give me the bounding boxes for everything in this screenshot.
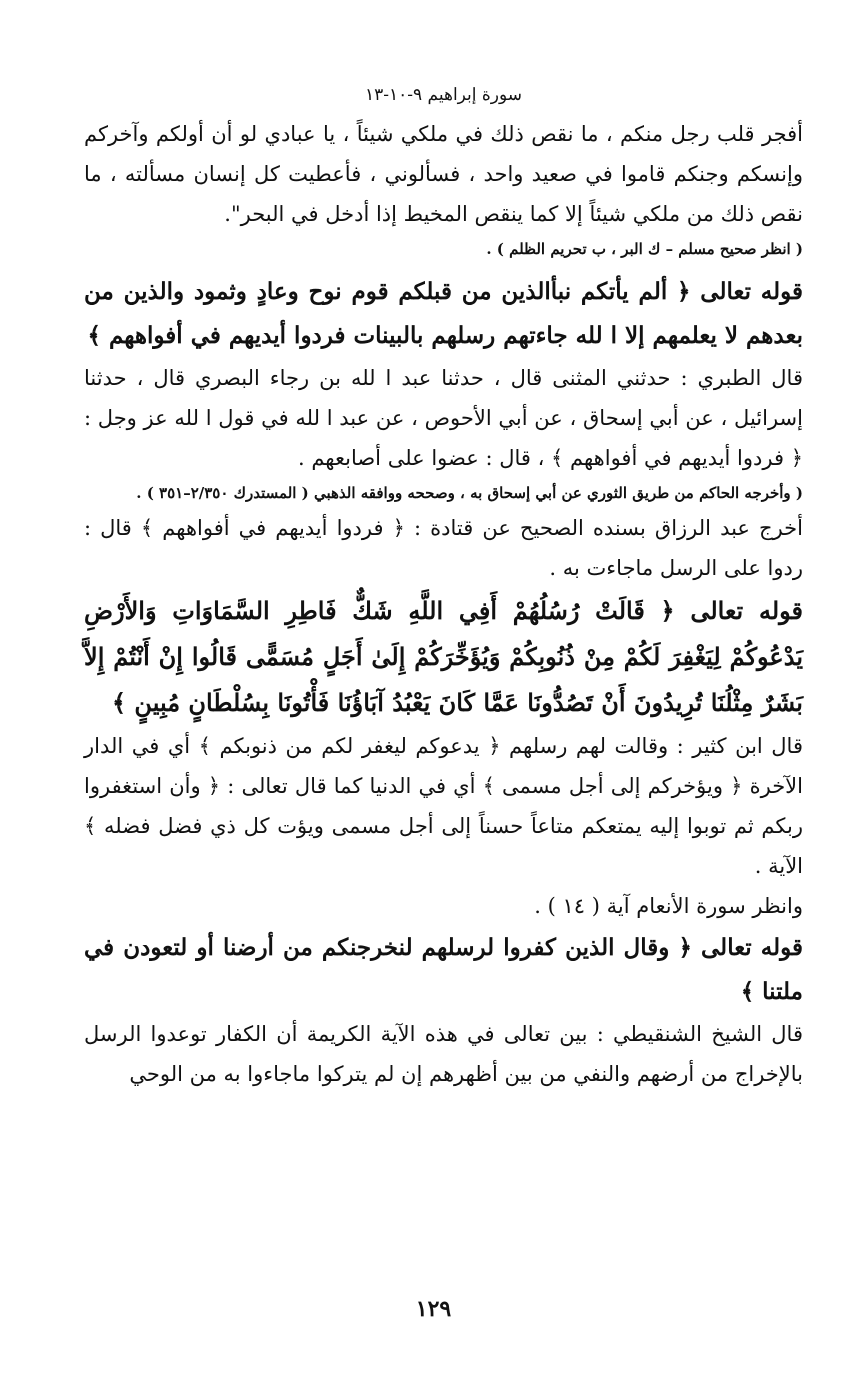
hadith-continuation: أفجر قلب رجل منكم ، ما نقص ذلك في ملكي شيئاً ، يا عبادي لو أن أولكم وآخركم وإنسكم وجنكم قاموا في صعيد واحد ، فسألوني ، فأعطيت كل إنسان مسألته ، ما نقص ذلك من ملكي شيئاً إلا كما ينقص المخيط إذا أدخل في البحر". — [84, 122, 803, 226]
verse-heading-13: قوله تعالى ﴿ وقال الذين كفروا لرسلهم لنخرجنكم من أرضنا أو لتعودن في ملتنا ﴾ — [84, 934, 803, 1005]
running-header: سورة إبراهيم ٩-١٠-١٣ — [364, 85, 523, 105]
shinqiti-commentary: قال الشيخ الشنقيطي : بين تعالى في هذه الآية الكريمة أن الكفار توعدوا الرسل بالإخراج من أرضهم والنفي من بين أظهرهم إن لم يتركوا ماجاءوا به من الوحي — [84, 1022, 803, 1086]
see-also-anam: وانظر سورة الأنعام آية ( ١٤ ) . — [534, 894, 803, 918]
page-number: ١٢٩ — [415, 1296, 452, 1322]
ibn-kathir-commentary: قال ابن كثير : وقالت لهم رسلهم ﴿ يدعوكم ليغفر لكم من ذنوبكم ﴾ أي في الدار الآخرة ﴿ ويؤخركم إلى أجل مسمى ﴾ أي في الدنيا كما قال تعالى : ﴿ وأن استغفروا ربكم ثم توبوا إليه يمتعكم متاعاً حسناً إلى أجل مسمى ويؤت كل ذي فضل فضله ﴾ الآية . — [84, 734, 803, 878]
tabari-commentary: قال الطبري : حدثني المثنى قال ، حدثنا عبد ا لله بن رجاء البصري قال ، حدثنا إسرائيل ، عن أبي إسحاق ، عن أبي الأحوص ، عن عبد ا لله في قول ا لله عز وجل : ﴿ فردوا أيديهم في أفواههم ﴾ ، قال : عضوا على أصابعهم . — [84, 366, 803, 470]
verse-heading-9: قوله تعالى ﴿ ألم يأتكم نبأالذين من قبلكم قوم نوح وعادٍ وثمود والذين من بعدهم لا يعلمهم إلا ا لله جاءتهم رسلهم بالبينات فردوا أيديهم في أفواههم ﴾ — [84, 278, 803, 349]
source-reference-muslim: ( انظر صحيح مسلم – ك البر ، ب تحريم الظلم ) . — [486, 240, 803, 258]
verse-heading-10: قوله تعالى ﴿ قَالَتْ رُسُلُهُمْ أَفِي اللَّهِ شَكٌّ فَاطِرِ السَّمَاوَاتِ وَالأَرْضِ يَدْعُوكُمْ لِيَغْفِرَ لَكُمْ مِنْ ذُنُوبِكُمْ وَيُؤَخِّرَكُمْ إِلَىٰ أَجَلٍ مُسَمًّى قَالُوا إِنْ أَنْتُمْ إِلاَّ بَشَرٌ مِثْلُنَا تُرِيدُونَ أَنْ تَصُدُّونَا عَمَّا كَانَ يَعْبُدُ آبَاؤُنَا فَأْتُونَا بِسُلْطَانٍ مُبِينٍ ﴾ — [84, 596, 804, 717]
abdulrazzaq-commentary: أخرج عبد الرزاق بسنده الصحيح عن قتادة : ﴿ فردوا أيديهم في أفواههم ﴾ قال : ردوا على الرسل ماجاءت به . — [84, 516, 803, 580]
source-reference-hakim: ( وأخرجه الحاكم من طريق الثوري عن أبي إسحاق به ، وصححه ووافقه الذهبي ( المستدرك ٢/٣٥٠–٣٥١ ) . — [136, 484, 803, 502]
